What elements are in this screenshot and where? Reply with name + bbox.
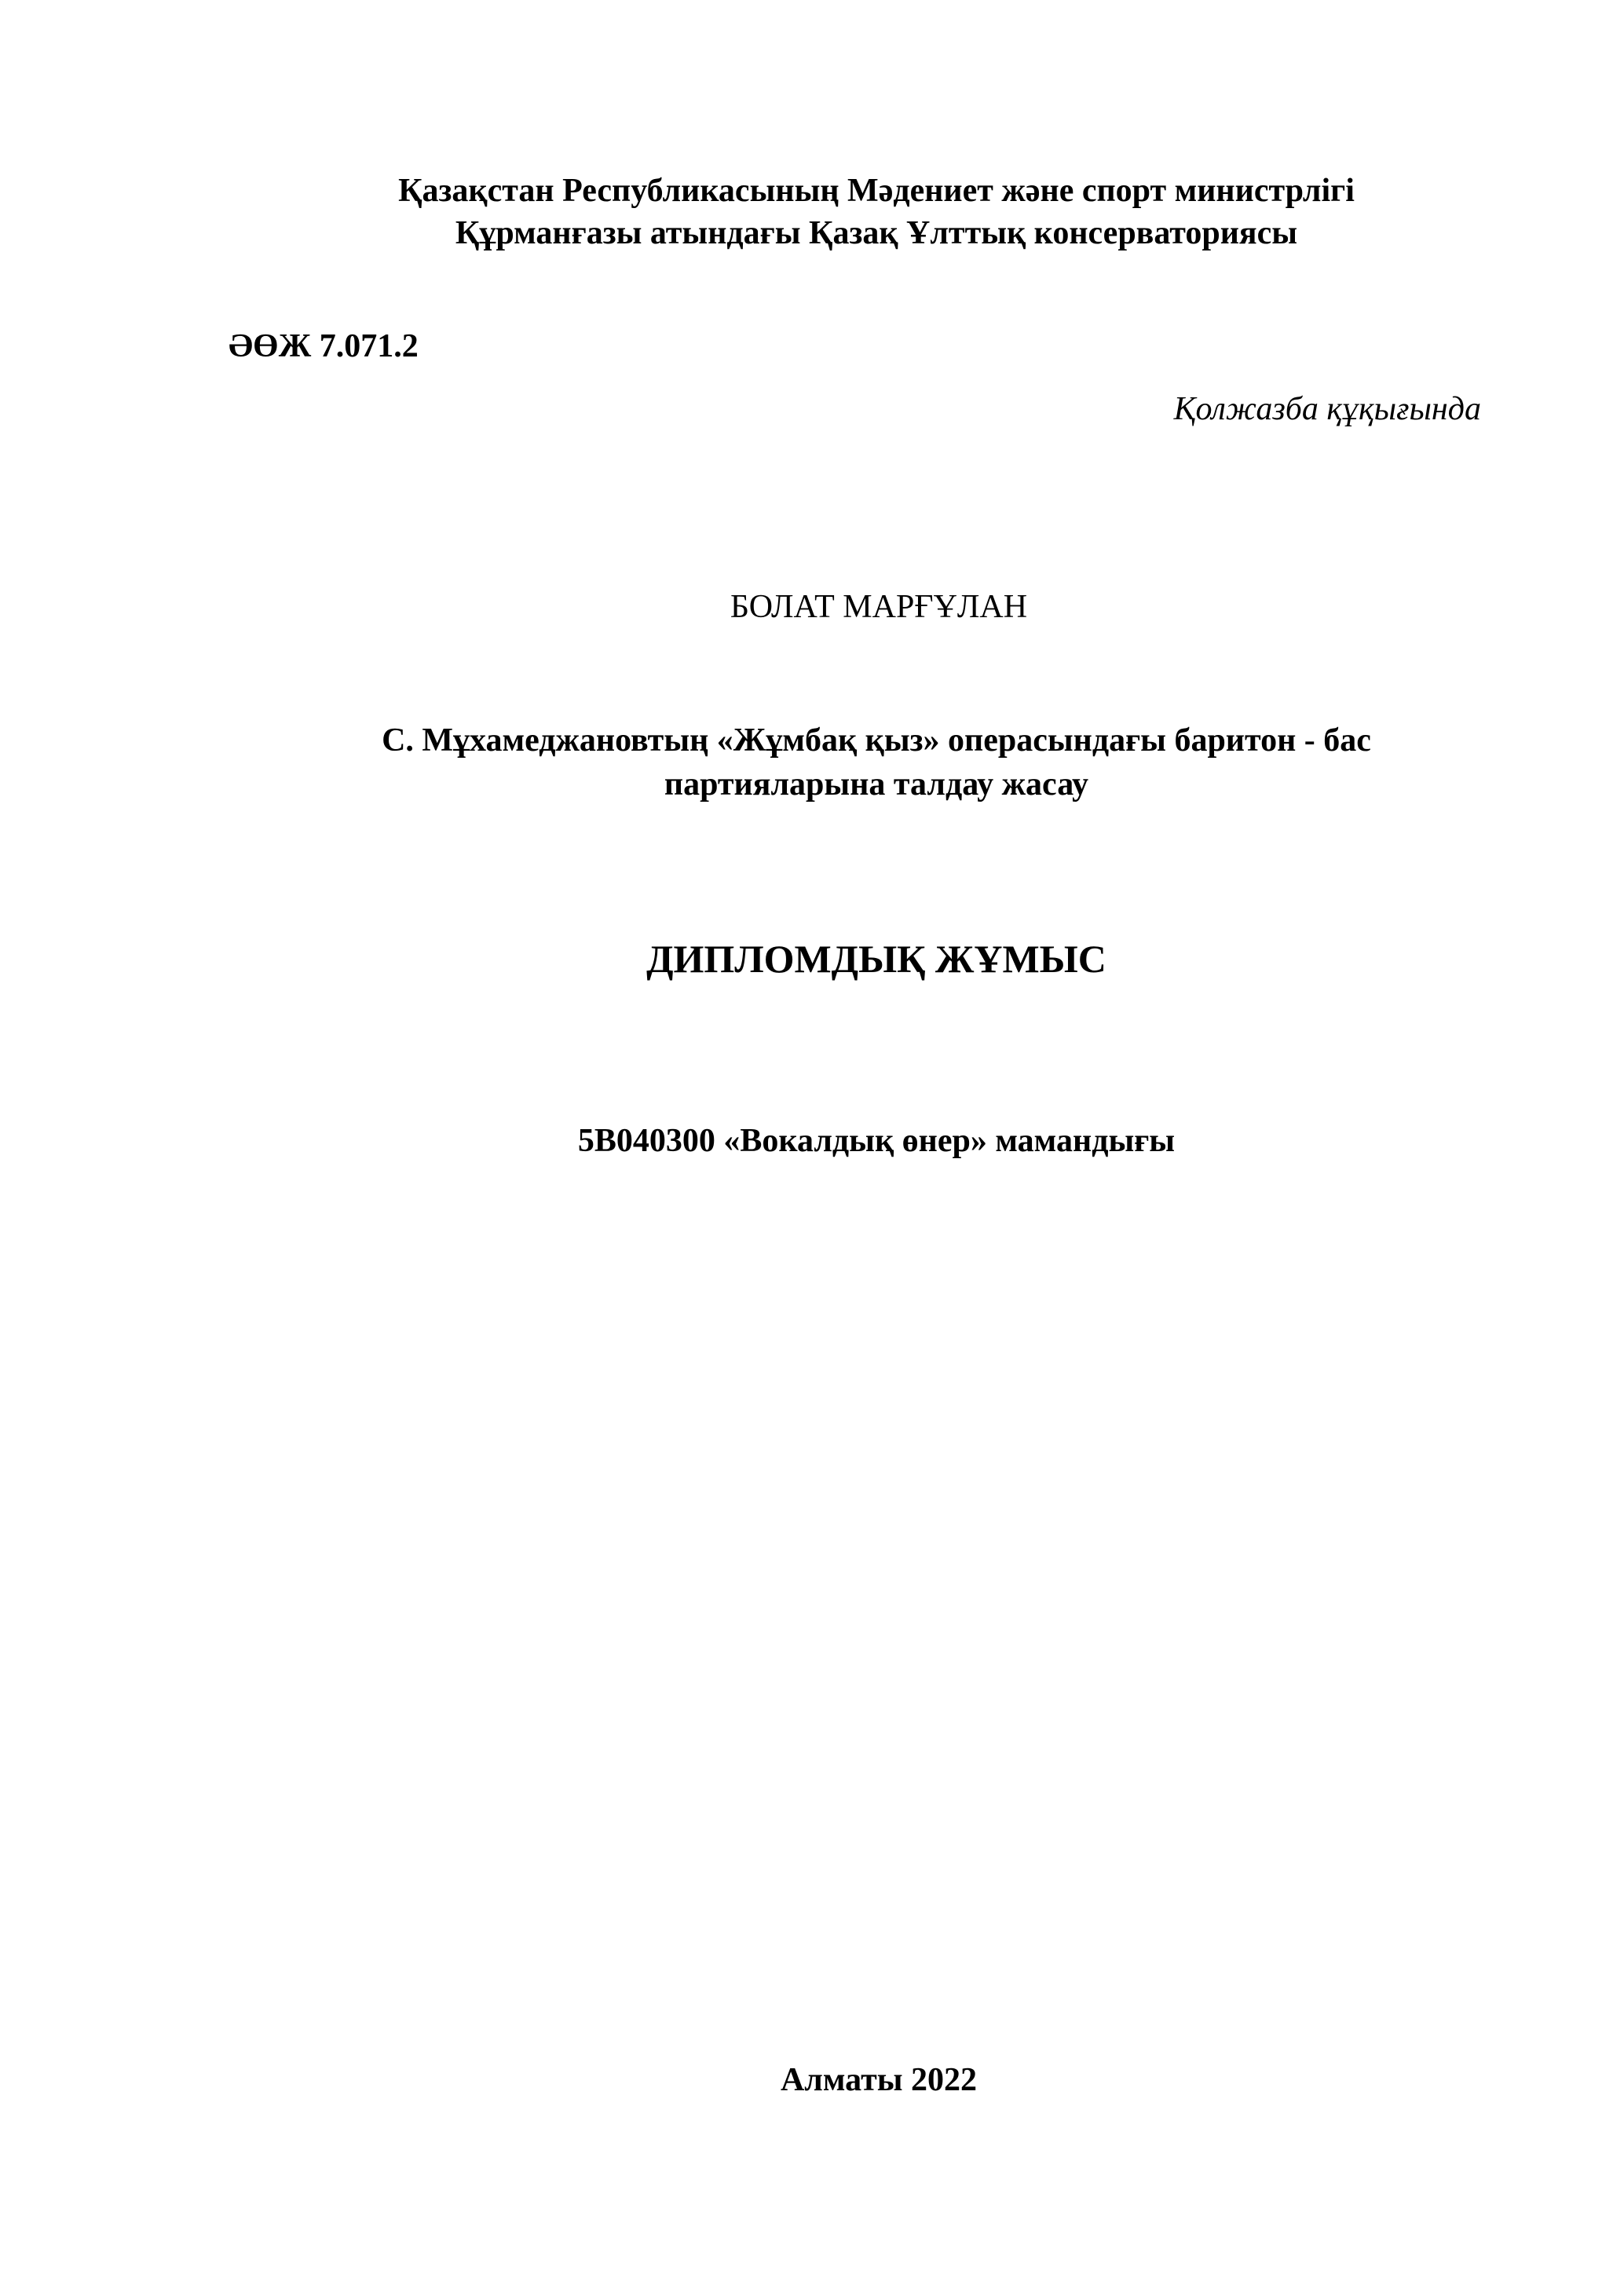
specialty: 5В040300 «Вокалдық өнер» мамандығы: [577, 1123, 1176, 1159]
conservatory-name: Құрманғазы атындағы Қазақ Ұлттық консерваториясы: [455, 215, 1298, 251]
ministry-name: Қазақстан Республикасының Мәдениет және спорт министрлігі: [398, 173, 1355, 209]
author-name: БОЛАТ МАРҒҰЛАН: [730, 589, 1028, 625]
thesis-title-line-1: С. Мұхамеджановтың «Жұмбақ қыз» операсындағы баритон - бас: [382, 722, 1371, 759]
manuscript-rights-note: Қолжазба құқығында: [1173, 391, 1481, 427]
work-type-heading: ДИПЛОМДЫҚ ЖҰМЫС: [646, 937, 1106, 981]
city-year: Алматы 2022: [780, 2062, 978, 2098]
thesis-title-line-2: партияларына талдау жасау: [664, 766, 1089, 803]
udk-code: ӘӨЖ 7.071.2: [229, 328, 419, 364]
